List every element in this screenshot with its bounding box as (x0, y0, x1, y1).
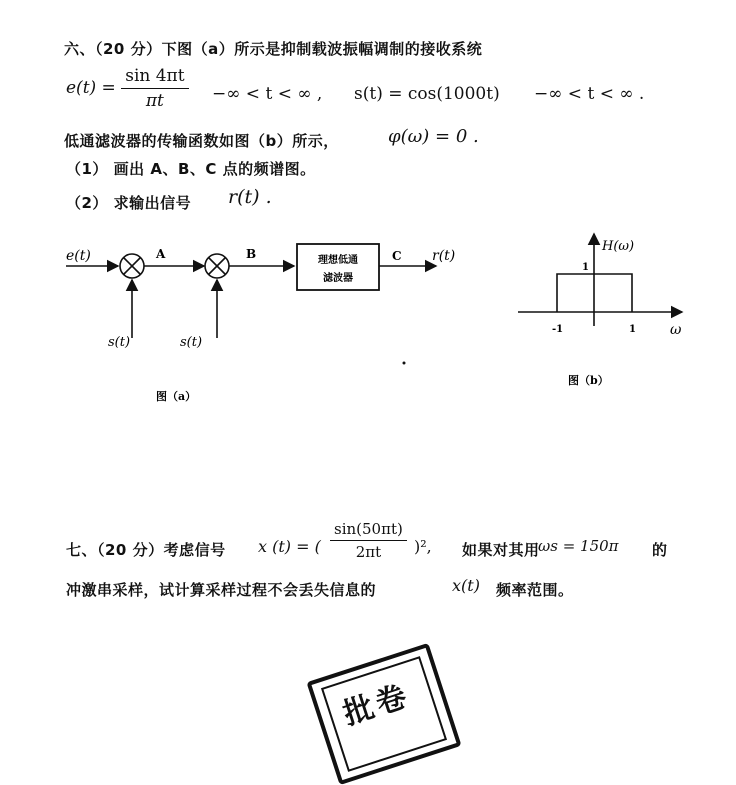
q7-numerator: sin(50πt) (330, 520, 407, 541)
q7-x-lhs: x (t) = ( (258, 537, 321, 556)
x-axis-label: ω (670, 322, 682, 338)
q7-line1-b: 如果对其用 (462, 541, 540, 559)
neg-tick-label: -1 (552, 324, 564, 335)
e-lhs: e(t) = (66, 78, 116, 98)
e-denominator: πt (145, 91, 164, 111)
output-label: r(t) (432, 248, 456, 264)
e-fraction (121, 66, 188, 111)
item-2-text: （2） 求输出信号 (66, 194, 192, 212)
q7-line2-a: 冲激串采样，试计算采样过程不会丢失信息的 (66, 581, 377, 599)
carrier-1-label: s(t) (108, 335, 131, 350)
q7-line2-b: 频率范围。 (496, 581, 574, 599)
item-2-math: r(t) . (228, 186, 272, 208)
q7-denominator: 2πt (355, 543, 382, 561)
figure-b-plot (510, 226, 710, 396)
stamp-text: 批卷 (339, 678, 415, 733)
q7-sampling-freq: ωs = 150π (538, 537, 619, 555)
q7-power: )², (414, 537, 432, 556)
filter-line: 低通滤波器的传输函数如图（b）所示， (64, 132, 339, 150)
filter-label-line2: 滤波器 (323, 273, 353, 284)
level-label: 1 (582, 262, 589, 273)
e-numerator: sin 4πt (121, 66, 188, 89)
figure-b-caption: 图（b） (568, 374, 609, 387)
filter-label-line1: 理想低通 (318, 255, 358, 266)
input-label: e(t) (66, 248, 91, 264)
q7-line1-a: 七、（20 分）考虑信号 (66, 541, 226, 559)
e-equation (66, 66, 189, 111)
item-1: （1） 画出 A、B、C 点的频谱图。 (66, 160, 316, 178)
q7-line2-x: x(t) (452, 576, 480, 595)
point-b-label: B (246, 247, 257, 261)
e-range: −∞ < t < ∞ , (212, 84, 323, 104)
point-a-label: A (156, 247, 166, 261)
plot-title: H(ω) (602, 239, 635, 254)
stamp-seal (306, 643, 461, 785)
carrier-2-label: s(t) (180, 335, 203, 350)
q6-heading: 六、（20 分）下图（a）所示是抑制载波振幅调制的接收系统 (64, 40, 483, 58)
point-c-label: C (392, 249, 402, 263)
multiplier-2-icon (205, 254, 229, 278)
q7-line1-c: 的 (652, 541, 668, 559)
figure-a-diagram (0, 228, 500, 418)
pos-tick-label: 1 (629, 324, 636, 335)
s-range: −∞ < t < ∞ . (534, 84, 645, 104)
s-equation: s(t) = cos(1000t) (354, 84, 500, 104)
phase-equation: φ(ω) = 0 . (388, 126, 479, 147)
multiplier-1-icon (120, 254, 144, 278)
figure-a-caption: 图（a） (156, 390, 197, 403)
q7-fraction (330, 520, 407, 561)
